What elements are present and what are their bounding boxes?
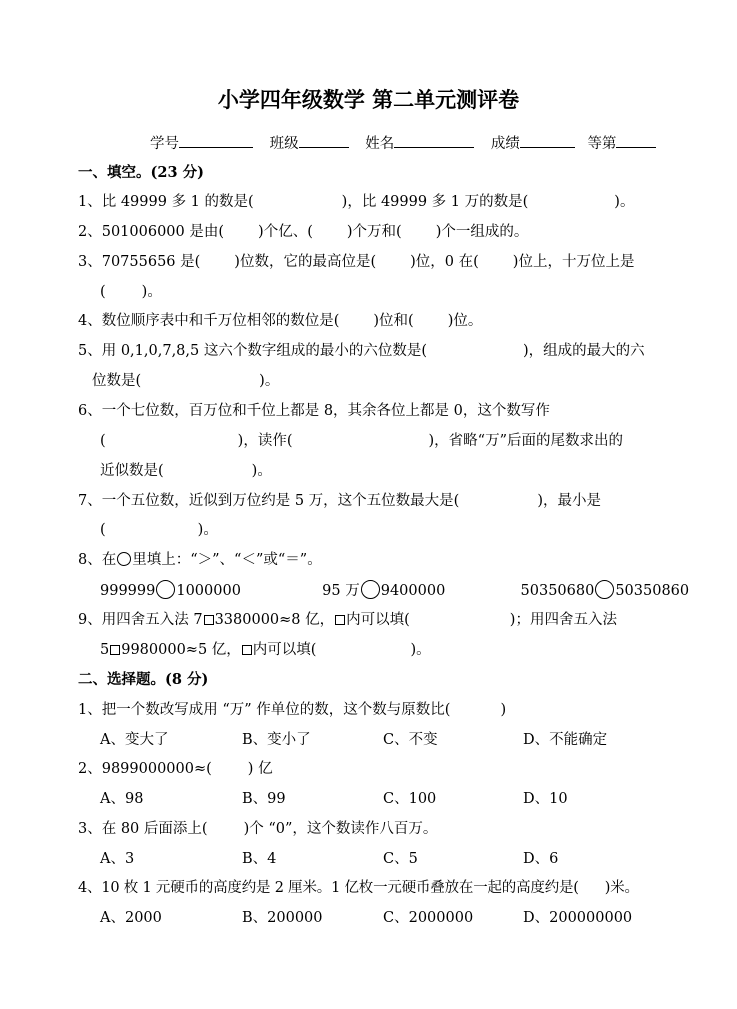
- option-d[interactable]: D、200000000: [523, 910, 633, 926]
- question-1-8: 8、在 里填上：“＞”、“＜”或“＝”。: [78, 552, 322, 568]
- option-a[interactable]: A、3: [100, 851, 135, 867]
- option-a[interactable]: A、变大了: [100, 732, 169, 748]
- option-a[interactable]: A、2000: [100, 910, 162, 926]
- compare-circle-3[interactable]: [595, 580, 614, 599]
- score-label: 成绩: [490, 136, 520, 152]
- student-id-label: 学号: [150, 136, 179, 152]
- question-1-7-cont: ( )。: [100, 522, 218, 538]
- question-1-1: 1、比 49999 多 1 的数是( )，比 49999 多 1 万的数是( )。: [78, 194, 635, 210]
- header-fields: [150, 133, 656, 154]
- question-2-3: 3、在 80 后面添上( )个 “0”，这个数读作八百万。: [78, 821, 438, 837]
- name-blank[interactable]: [394, 133, 474, 148]
- class-label: 班级: [269, 136, 299, 152]
- section-2-heading: 二、选择题。(8 分): [78, 671, 209, 688]
- question-1-9: 9、用四舍五入法 7 3380000≈8 亿， 内可以填( )；用四舍五入法: [78, 612, 617, 628]
- option-d[interactable]: D、不能确定: [523, 732, 608, 748]
- question-1-8-items: 999999 1000000 95 万 9400000 50350680 50350860: [100, 580, 689, 601]
- square-icon: [242, 645, 252, 655]
- option-d[interactable]: D、10: [523, 791, 568, 807]
- grade-blank[interactable]: [616, 133, 656, 148]
- question-1-7: 7、一个五位数，近似到万位约是 5 万，这个五位数最大是( )，最小是: [78, 493, 601, 509]
- option-b[interactable]: B、4: [242, 851, 277, 867]
- score-blank[interactable]: [520, 133, 575, 148]
- option-c[interactable]: C、2000000: [383, 910, 474, 926]
- compare-circle-2[interactable]: [361, 580, 380, 599]
- question-2-4: 4、10 枚 1 元硬币的高度约是 2 厘米。1 亿枚一元硬币叠放在一起的高度约是( )米。: [78, 880, 639, 896]
- grade-label: 等第: [587, 136, 617, 152]
- compare-circle-1[interactable]: [156, 580, 175, 599]
- option-c[interactable]: C、5: [383, 851, 418, 867]
- page-title: 小学四年级数学 第二单元测评卷: [217, 87, 520, 112]
- question-1-5: 5、用 0,1,0,7,8,5 这六个数字组成的最小的六位数是( )，组成的最大的六: [78, 343, 645, 359]
- option-d[interactable]: D、6: [523, 851, 559, 867]
- option-c[interactable]: C、不变: [383, 732, 438, 748]
- question-1-2: 2、501006000 是由( )个亿、( )个万和( )个一组成的。: [78, 224, 529, 240]
- digit-box[interactable]: [204, 615, 214, 625]
- class-blank[interactable]: [299, 133, 349, 148]
- question-1-6-cont2: 近似数是( )。: [100, 463, 272, 479]
- option-c[interactable]: C、100: [383, 791, 437, 807]
- option-b[interactable]: B、变小了: [242, 732, 311, 748]
- options-2-2: [100, 789, 568, 809]
- section-1-heading: 一、填空。(23 分): [78, 164, 204, 181]
- options-2-3: [100, 849, 558, 869]
- options-2-4: [100, 908, 632, 928]
- option-b[interactable]: B、200000: [242, 910, 323, 926]
- question-2-1: 1、把一个数改写成用 “万” 作单位的数，这个数与原数比( ): [78, 702, 507, 718]
- name-label: 姓名: [365, 136, 395, 152]
- question-1-4: 4、数位顺序表中和千万位相邻的数位是( )位和( )位。: [78, 313, 483, 329]
- square-icon: [335, 615, 345, 625]
- question-2-2: 2、9899000000≈( ) 亿: [78, 761, 273, 777]
- option-b[interactable]: B、99: [242, 791, 286, 807]
- student-id-blank[interactable]: [179, 133, 253, 148]
- option-a[interactable]: A、98: [100, 791, 144, 807]
- circle-icon: [117, 552, 131, 566]
- options-2-1: [100, 730, 607, 750]
- question-1-9-cont: 5 9980000≈5 亿， 内可以填( )。: [100, 642, 431, 658]
- question-1-6: 6、一个七位数，百万位和千位上都是 8，其余各位上都是 0，这个数写作: [78, 403, 550, 419]
- question-1-3-cont: ( )。: [100, 284, 162, 300]
- question-1-3: 3、70755656 是( )位数，它的最高位是( )位，0 在( )位上，十万位上是: [78, 254, 635, 270]
- question-1-5-cont: 位数是( )。: [92, 373, 280, 389]
- digit-box[interactable]: [110, 645, 120, 655]
- question-1-6-cont: ( )，读作( )，省略“万”后面的尾数求出的: [100, 433, 623, 449]
